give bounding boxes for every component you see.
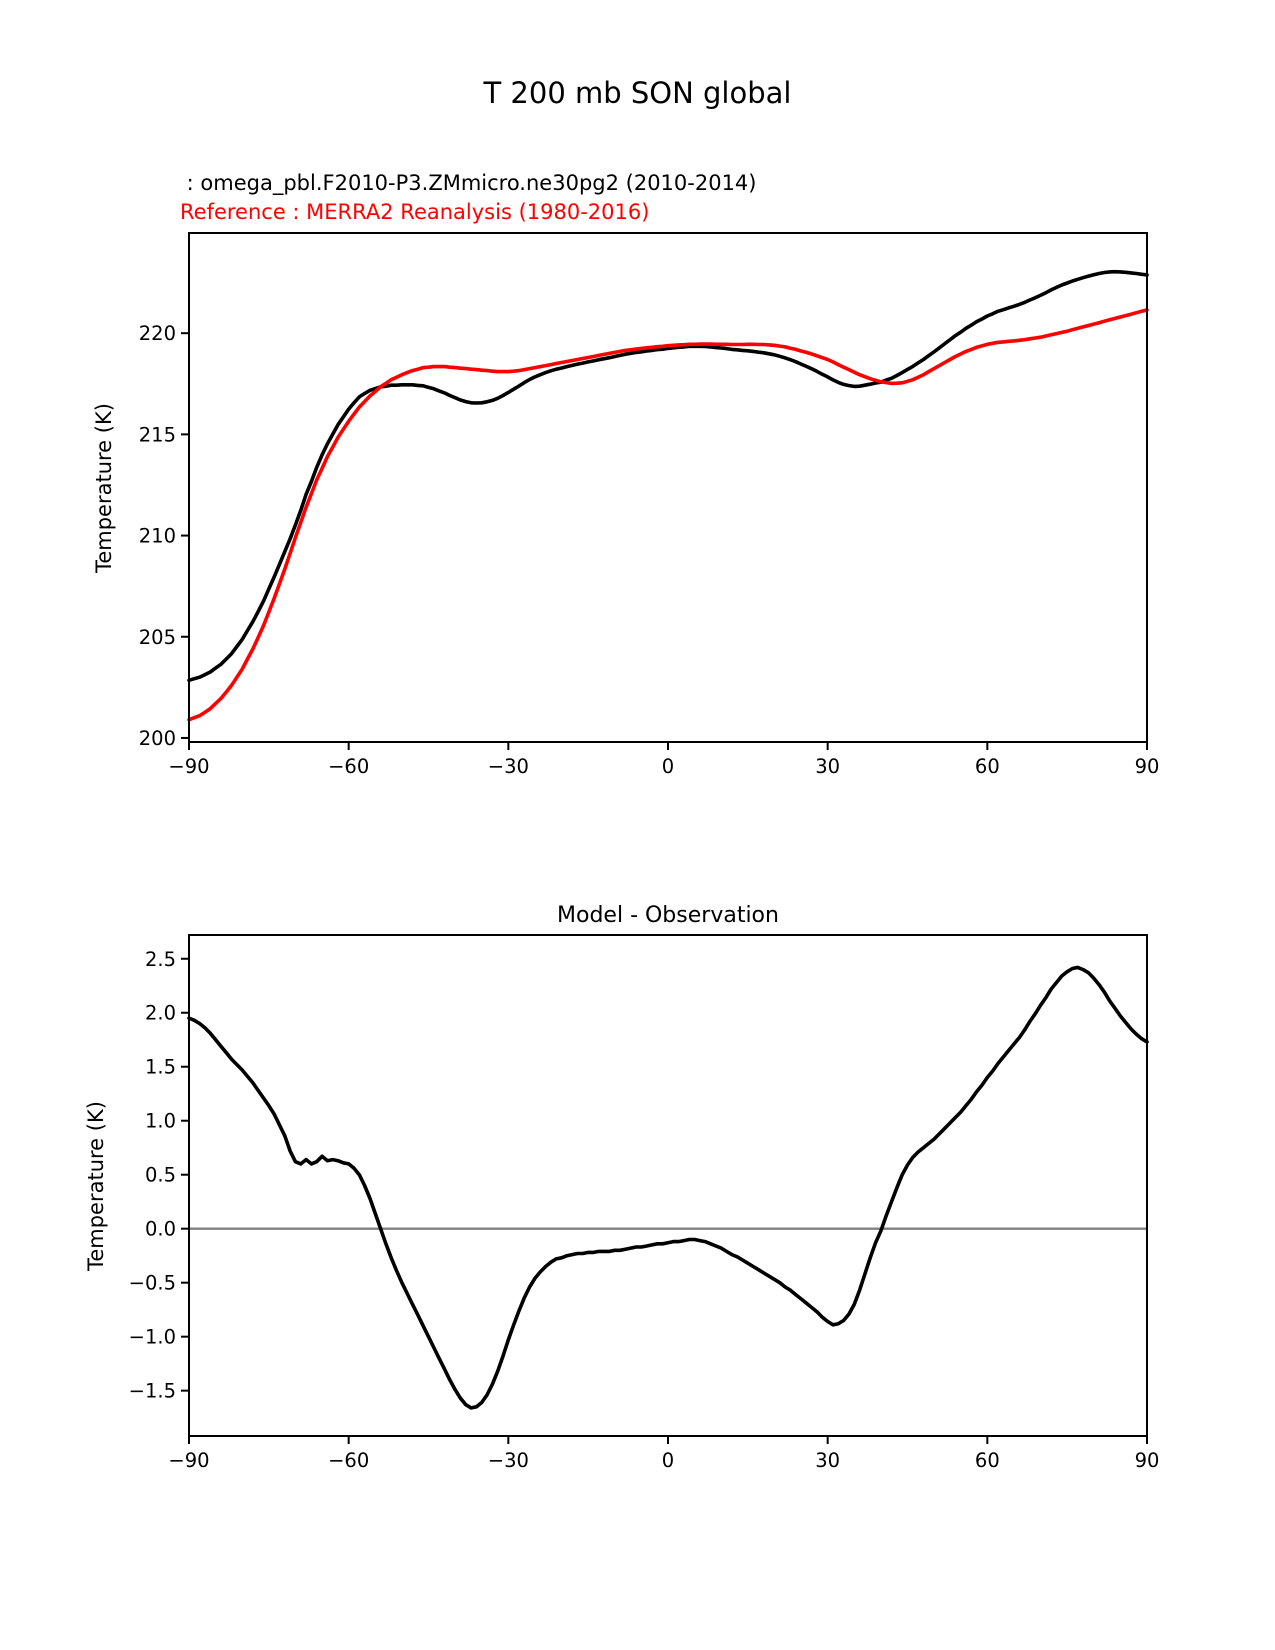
bottom-chart-title: Model - Observation xyxy=(557,903,779,928)
x-tick-label: −30 xyxy=(487,1449,529,1472)
figure-title: T 200 mb SON global xyxy=(483,76,792,110)
y-tick-label: 0.0 xyxy=(144,1217,176,1241)
y-tick-label: 200 xyxy=(138,726,176,750)
y-tick-label: 2.5 xyxy=(144,947,176,971)
model-line xyxy=(189,272,1147,681)
y-tick-label: −1.0 xyxy=(128,1325,176,1349)
y-tick-label: 2.0 xyxy=(144,1001,176,1025)
y-tick-label: −1.5 xyxy=(128,1379,176,1403)
y-tick-label: 0.5 xyxy=(144,1163,176,1187)
y-tick-label: 220 xyxy=(138,322,176,346)
y-tick-label: 205 xyxy=(138,625,176,649)
x-tick-label: −60 xyxy=(328,755,370,778)
x-tick-label: 30 xyxy=(815,755,841,778)
x-tick-label: 60 xyxy=(974,755,1000,778)
x-tick-label: 0 xyxy=(661,755,675,778)
test-run-label: : omega_pbl.F2010-P3.ZMmicro.ne30pg2 (2010-2014) xyxy=(180,171,757,195)
y-tick-label: 210 xyxy=(138,524,176,548)
x-tick-label: −60 xyxy=(328,1449,370,1472)
y-tick-label: 1.0 xyxy=(144,1109,176,1133)
reference-run-label: Reference : MERRA2 Reanalysis (1980-2016) xyxy=(180,200,650,224)
y-tick-label: −0.5 xyxy=(128,1271,176,1295)
y-tick-label: 215 xyxy=(138,423,176,447)
x-tick-label: 90 xyxy=(1134,755,1160,778)
x-tick-label: −30 xyxy=(487,755,529,778)
x-tick-label: 90 xyxy=(1134,1449,1160,1472)
x-tick-label: 30 xyxy=(815,1449,841,1472)
axes-frame xyxy=(189,935,1147,1436)
x-tick-label: −90 xyxy=(168,755,210,778)
x-tick-label: −90 xyxy=(168,1449,210,1472)
x-tick-label: 0 xyxy=(661,1449,675,1472)
reference-line xyxy=(189,310,1147,720)
difference-line xyxy=(189,967,1147,1408)
bottom-chart-ylabel: Temperature (K) xyxy=(84,1101,108,1271)
y-tick-label: 1.5 xyxy=(144,1055,176,1079)
top-chart-ylabel: Temperature (K) xyxy=(92,403,116,573)
x-tick-label: 60 xyxy=(974,1449,1000,1472)
